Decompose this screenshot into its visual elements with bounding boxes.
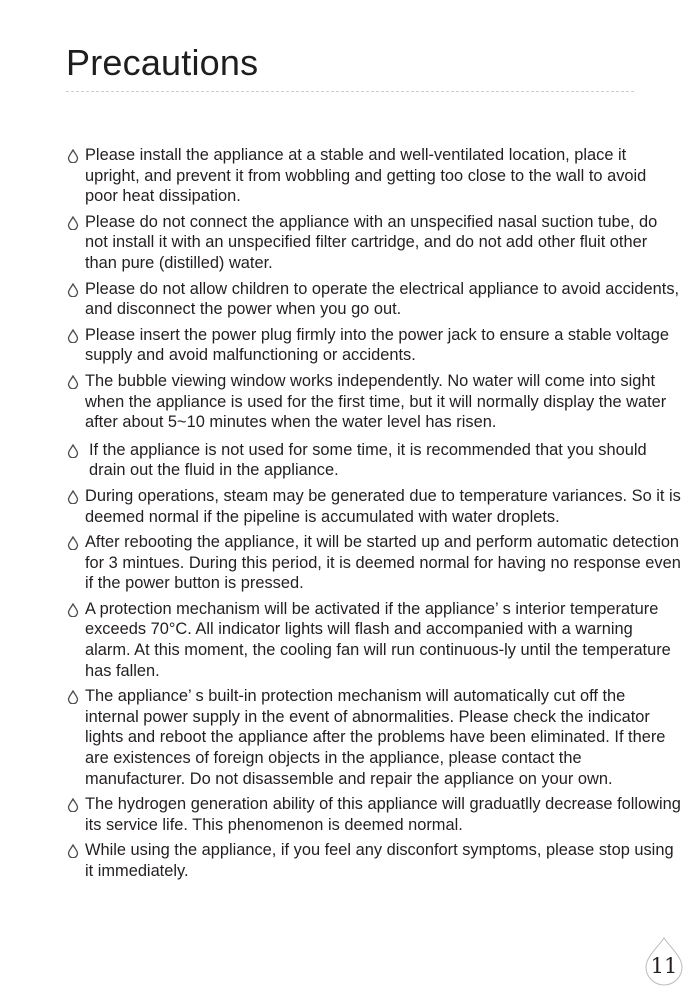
list-item [66, 794, 682, 835]
water-drop-icon [67, 690, 79, 704]
item-text: After rebooting the appliance, it will be started up and perform automatic detection for 3 mintues. During this period, it is deemed normal for having no response even if the power button is pressed. [85, 533, 681, 593]
list-item [66, 486, 682, 527]
water-drop-icon [67, 329, 79, 343]
water-drop-icon [67, 490, 79, 504]
item-text: The hydrogen generation ability of this appliance will graduatlly decrease following its service life. This phenomenon is deemed normal. [85, 795, 681, 834]
list-item [66, 686, 682, 789]
item-text: If the appliance is not used for some time, it is recommended that you should drain out the fluid in the appliance. [89, 440, 647, 480]
precautions-list [66, 145, 682, 882]
list-item [66, 532, 682, 594]
list-item [66, 599, 682, 681]
item-text: The bubble viewing window works independently. No water will come into sight when the appliance is used for the first time, but it will normally display the water after about 5~10 minutes when the water level has risen. [85, 371, 667, 432]
item-text: The appliance’ s built-in protection mechanism will automatically cut off the internal power supply in the event of abnormalities. Please check the indicator lights and reboot the appliance after the problems have been eliminated. If there are existences of foreign objects in the appliance, please contact the manufacturer. Do not disassemble and repair the appliance on your own. [85, 687, 666, 788]
item-text: Please install the appliance at a stable and well-ventilated location, place it upright, and prevent it from wobbling and getting too close to the wall to avoid poor heat dissipation. [85, 146, 647, 206]
water-drop-icon [67, 375, 79, 389]
water-drop-icon [67, 844, 79, 858]
item-text: Please insert the power plug firmly into the power jack to ensure a stable voltage supply and avoid malfunctioning or accidents. [85, 325, 670, 365]
page-number: 11 [650, 954, 678, 978]
item-text: A protection mechanism will be activated if the appliance’ s interior temperature exceeds 70°C. All indicator lights will flash and accompanied with a warning alarm. At this moment, the cooling fan will run continuous-ly until the temperature has fallen. [85, 599, 671, 680]
page-title: Precautions [66, 42, 259, 83]
water-drop-icon [67, 283, 79, 297]
item-text: Please do not allow children to operate the electrical appliance to avoid accidents, and disconnect the power when you go out. [85, 279, 680, 319]
item-text: During operations, steam may be generated due to temperature variances. So it is deemed normal if the pipeline is accumulated with water droplets. [85, 486, 681, 526]
list-item [66, 840, 682, 881]
water-drop-icon [67, 603, 79, 617]
water-drop-icon [67, 216, 79, 230]
list-item [66, 325, 682, 366]
list-item [66, 371, 682, 433]
list-item [66, 145, 682, 207]
title-divider [66, 91, 634, 92]
water-drop-icon [67, 798, 79, 812]
page-number-badge [642, 936, 686, 986]
item-text: Please do not connect the appliance with an unspecified nasal suction tube, do not install it with an unspecified filter cartridge, and do not add other fluit other than pure (distilled) water. [85, 212, 658, 272]
water-drop-icon [67, 444, 79, 458]
list-item [66, 212, 682, 274]
water-drop-icon [67, 149, 79, 163]
list-item [66, 440, 682, 481]
list-item [66, 279, 682, 320]
water-drop-icon [67, 536, 79, 550]
item-text: While using the appliance, if you feel any disconfort symptoms, please stop using it immediately. [85, 841, 674, 880]
